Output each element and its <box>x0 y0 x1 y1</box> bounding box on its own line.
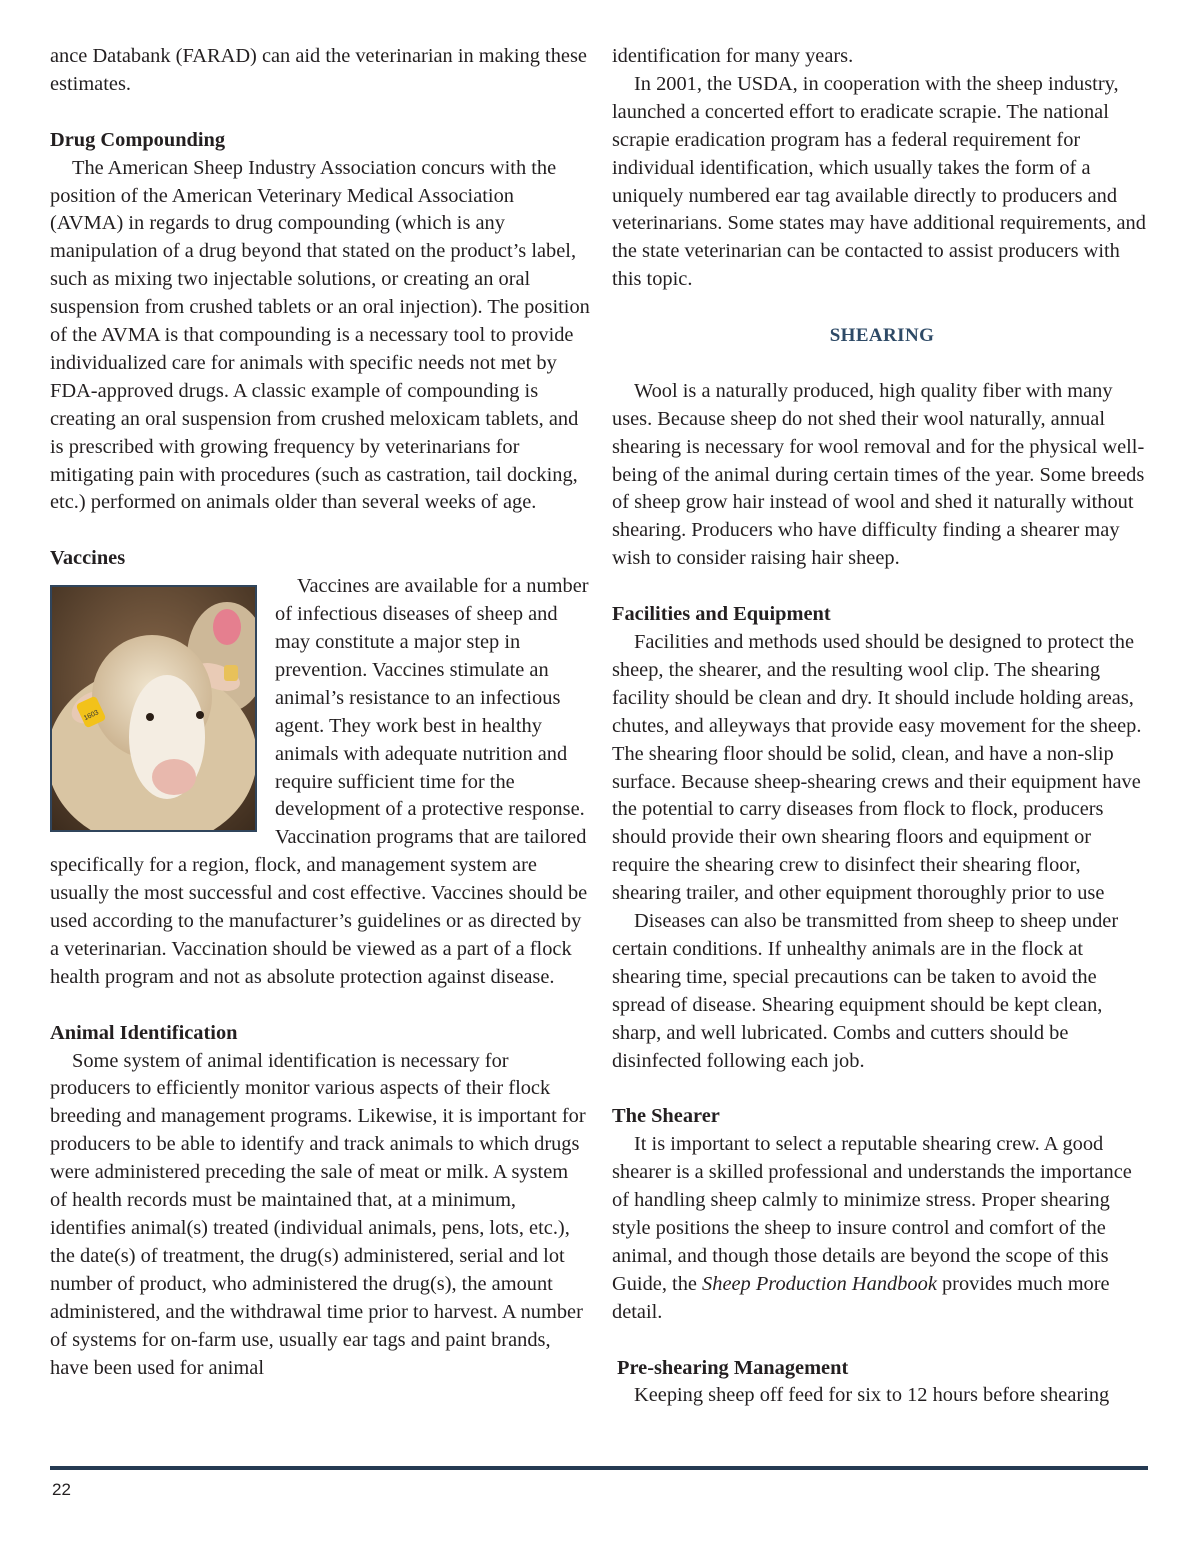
pre-shearing-body: Keeping sheep off feed for six to 12 hours before shearing <box>634 1384 1110 1407</box>
animal-identification-body: Some system of animal identification is necessary for producers to efficiently monitor various aspects of their flock breeding and management programs. Likewise, it is important for producers to be able to identify and track animals to which drugs were administered preceding the sale of meat or milk. A system of health records must be maintained that, at a minimum, identifies animal(s) treated (individual animals, pens, lots, etc.), the date(s) of treatment, the drug(s) administered, serial and lot number of product, who administered the drug(s), the amount administered, and the withdrawal time prior to harvest. A number of systems for on-farm use, usually ear tags and paint brands, have been used for animal <box>50 1049 586 1379</box>
facilities-body-1: Facilities and methods used should be designed to protect the sheep, the shearer, and the resulting wool clip. The shearing facility should be clean and dry. It should include holding areas, chutes, and alleyways that provide easy movement for the sheep. The shearing floor should be solid, clean, and have a non-slip surface. Because sheep-shearing crews and their equipment have the potential to carry diseases from flock to flock, producers should provide their own shearing floors and equipment or require the shearing crew to disinfect their shearing floor, shearing trailer, and other equipment thoroughly prior to use <box>612 630 1142 905</box>
animal-identification-heading: Animal Identification <box>50 1021 238 1044</box>
drug-compounding-body: The American Sheep Industry Association concurs with the position of the American Veterinary Medical Association (AVMA) in regards to drug compounding (which is any manipulation of a drug beyond that stated on the product’s label, such as mixing two injectable solutions, or creating an oral suspension from crushed tablets or an oral injection). The position of the AVMA is that compounding is a necessary tool to provide individualized care for animals with specific needs not met by FDA-approved drugs. A classic example of compounding is creating an oral suspension from crushed meloxicam tablets, and is prescribed with growing frequency by veterinarians for mitigating pain with procedures (such as castration, tail docking, etc.) performed on animals older than several weeks of age. <box>50 156 590 514</box>
continued-paragraph: identification for many years. <box>612 45 854 67</box>
facilities-body-2: Diseases can also be transmitted from sheep to sheep under certain conditions. If unhealthy animals are in the flock at shearing time, special precautions can be taken to avoid the spread of disease. Shearing equipment should be kept clean, sharp, and well lubricated. Combs and cutters should be disinfected following each job. <box>612 910 1119 1072</box>
drug-compounding-heading: Drug Compounding <box>50 128 226 151</box>
page-number: 22 <box>52 1480 71 1499</box>
intro-paragraph: ance Databank (FARAD) can aid the veterinarian in making these estimates. <box>50 45 587 95</box>
shearer-heading: The Shearer <box>612 1105 720 1128</box>
shearer-body-end: provides much more detail. <box>612 1272 1110 1323</box>
ear-tag-label: 1603 <box>82 709 100 723</box>
sheep-image <box>52 587 255 830</box>
right-column <box>612 43 1152 1410</box>
scrapie-paragraph: In 2001, the USDA, in cooperation with the sheep industry, launched a concerted effort to eradicate scrapie. The national scrapie eradication program has a federal requirement for individual identification, which usually takes the form of a uniquely numbered ear tag available directly to producers and veterinarians. Some states may have additional requirements, and the state veterinarian can be contacted to assist producers with this topic. <box>612 72 1146 291</box>
shearer-body <box>612 1131 1152 1326</box>
left-column <box>50 43 590 1382</box>
vaccines-section <box>50 573 590 992</box>
shearer-body-text: It is important to select a reputable shearing crew. A good shearer is a skilled professional and understands the importance of handling sheep calmly to minimize stress. Proper shearing style positions the sheep to insure control and comfort of the animal, and though those details are beyond the scope of this Guide, the <box>612 1133 1132 1295</box>
section-title-shearing: SHEARING <box>829 325 935 347</box>
footer-rule <box>50 1466 1148 1470</box>
shearing-intro: Wool is a naturally produced, high quality fiber with many uses. Because sheep do not shed their wool naturally, annual shearing is necessary for wool removal and for the physical well-being of the animal during certain times of the year. Some breeds of sheep grow hair instead of wool and shed it naturally without shearing. Producers who have difficulty finding a shearer may wish to consider raising hair sheep. <box>612 379 1145 570</box>
sheep-photo <box>50 585 257 832</box>
vaccines-heading: Vaccines <box>50 547 126 570</box>
handbook-title: Sheep Production Handbook <box>702 1272 937 1295</box>
facilities-heading: Facilities and Equipment <box>612 603 831 626</box>
pre-shearing-heading: Pre-shearing Management <box>617 1356 849 1379</box>
vaccines-body: Vaccines are available for a number of infectious diseases of sheep and may constitute a major step in prevention. Vaccines stimulate an animal’s resistance to an infectious agent. They work best in healthy animals with adequate nutrition and require sufficient time for the development of a protective response. Vaccination programs that are tailored specifically for a region, flock, and management system are usually the most successful and cost effective. Vaccines should be used according to the manufacturer’s guidelines or as directed by a veterinarian. Vaccination should be viewed as a part of a flock health program and not as absolute protection against disease. <box>50 575 589 988</box>
